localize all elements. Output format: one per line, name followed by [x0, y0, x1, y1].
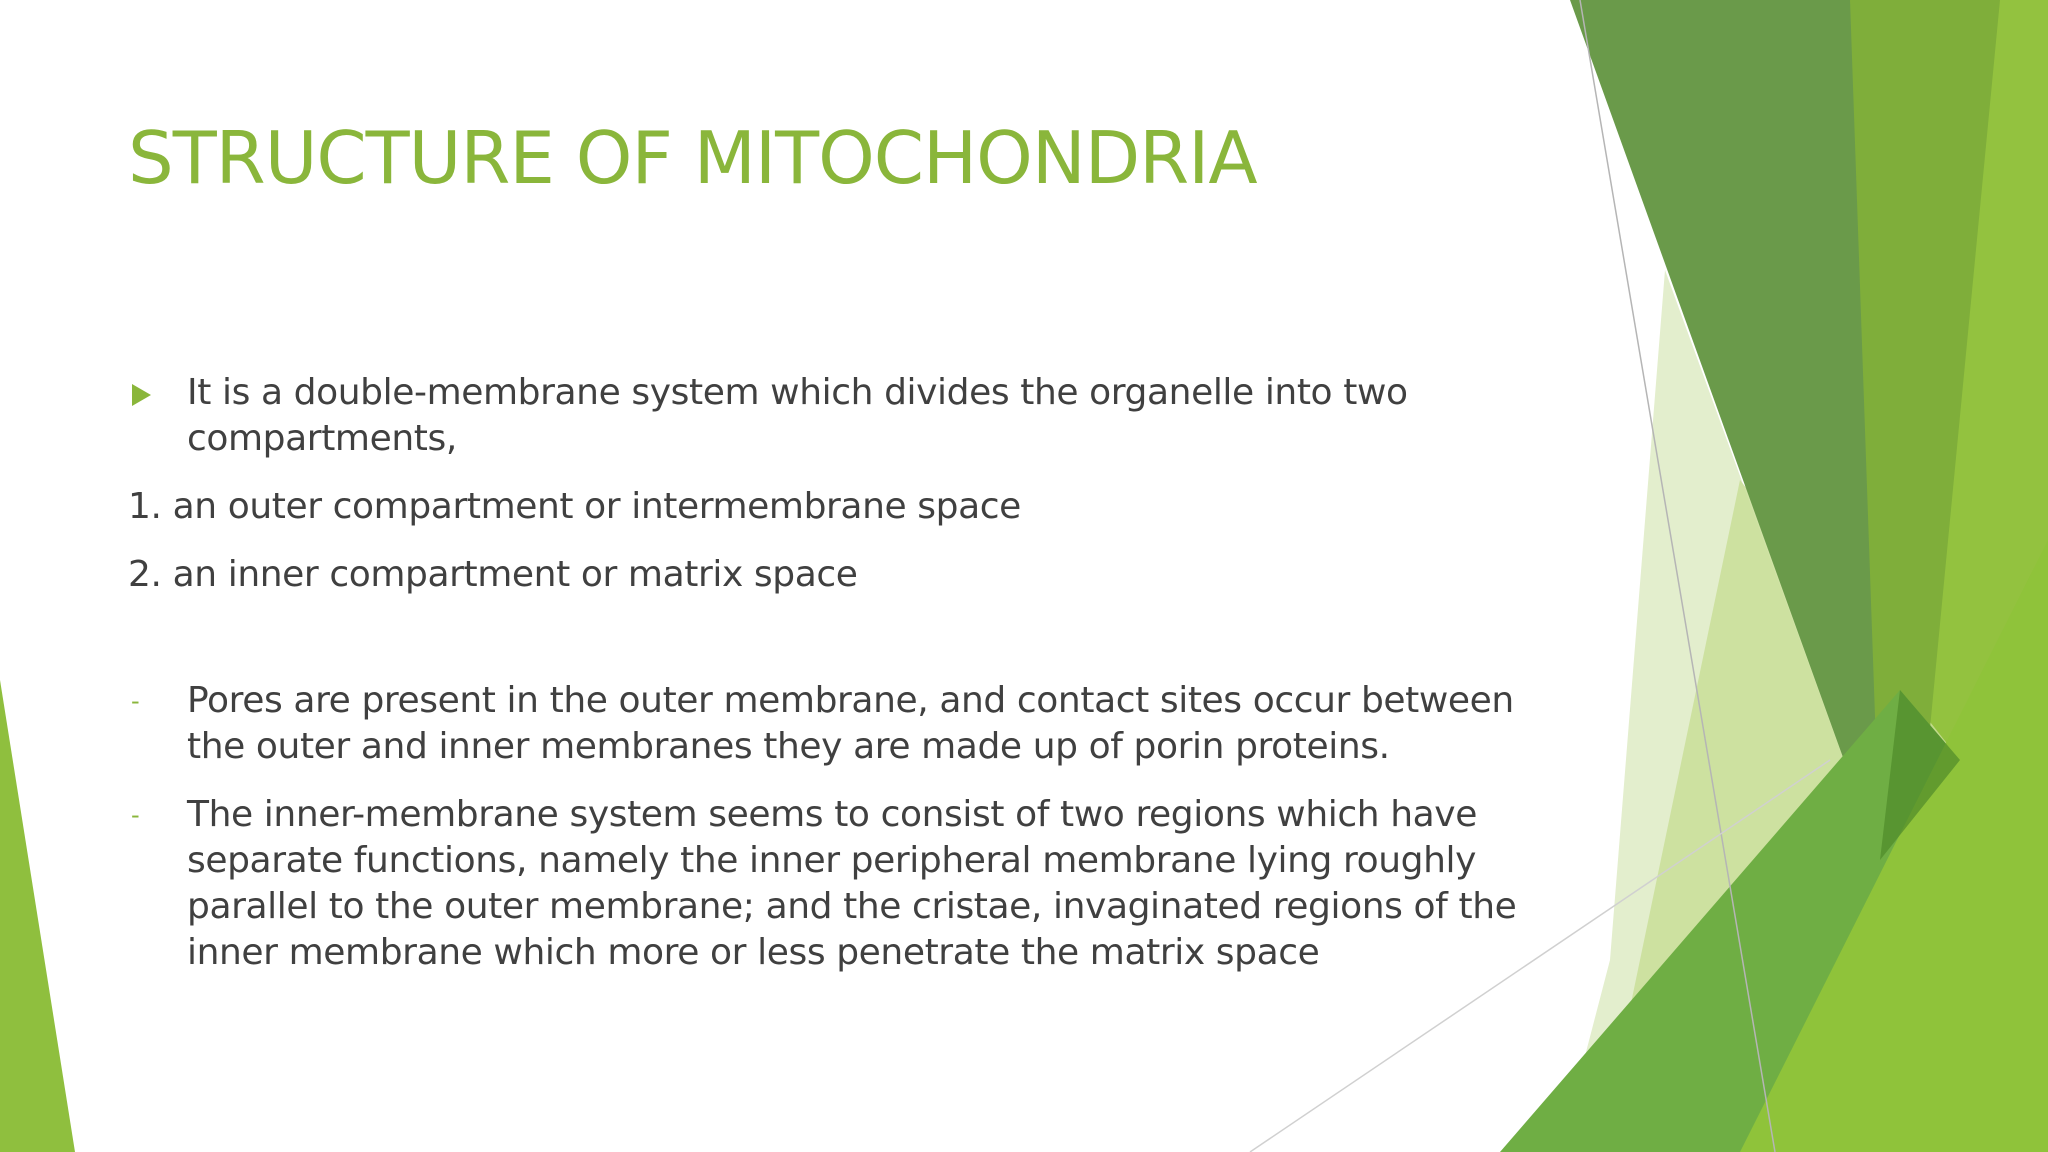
numbered-item-2: 2. an inner compartment or matrix space [128, 554, 858, 595]
slide-body [128, 370, 1528, 998]
triangle-bullet-icon [132, 384, 151, 406]
slide-title: STRUCTURE OF MITOCHONDRIA [128, 116, 1257, 200]
dash-item-text: Pores are present in the outer membrane, and contact sites occur between the outer and inner membranes they are made up of porin proteins. [187, 680, 1514, 767]
intro-bullet-text: It is a double-membrane system which divides the organelle into two compartments, [187, 372, 1408, 459]
dash-item-text: The inner-membrane system seems to consist of two regions which have separate functions, namely the inner peripheral membrane lying roughly parallel to the outer membrane; and the cristae, invaginated regions of the inner membrane which more or less penetrate the matrix space [187, 794, 1517, 973]
spacer [128, 620, 1528, 678]
dash-bullet-icon: - [131, 687, 140, 715]
dash-bullet-icon: - [131, 801, 140, 829]
numbered-item-1: 1. an outer compartment or intermembrane space [128, 486, 1021, 527]
left-edge-facet [0, 680, 75, 1152]
dash-item-1 [128, 678, 1528, 770]
intro-bullet [128, 370, 1528, 462]
dash-item-2 [128, 792, 1528, 976]
